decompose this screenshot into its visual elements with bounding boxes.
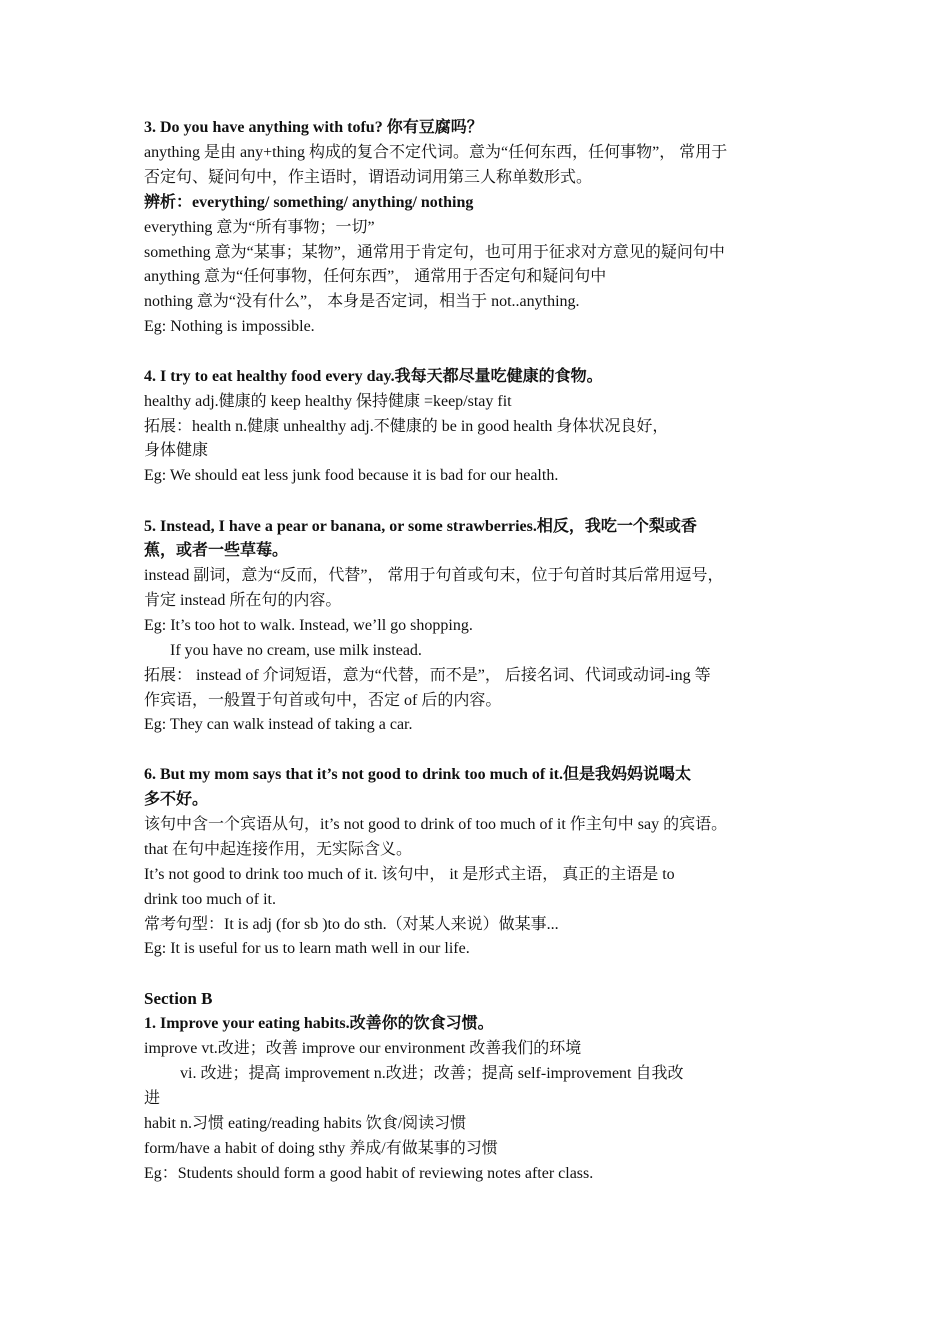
text-line: 拓展： instead of 介词短语，意为“代替，而不是”， 后接名词、代词或动词-ing 等	[144, 667, 711, 684]
heading-point-5-cont: 蕉，或者一些草莓。	[144, 542, 289, 559]
heading-point-3: 3. Do you have anything with tofu? 你有豆腐吗？	[144, 119, 483, 136]
text-line: improve vt.改进；改善 improve our environment 改善我们的环境	[144, 1040, 582, 1057]
example-line: Eg: We should eat less junk food because it is bad for our health.	[144, 467, 559, 484]
text-line: 拓展：health n.健康 unhealthy adj.不健康的 be in good health 身体状况良好，	[144, 418, 669, 435]
text-line: something 意为“某事；某物”，通常用于肯定句，也可用于征求对方意见的疑问句中	[144, 244, 725, 261]
heading-point-5: 5. Instead, I have a pear or banana, or some strawberries.相反，我吃一个梨或香	[144, 518, 697, 535]
subheading-analysis: 辨析：everything/ something/ anything/ nothing	[144, 194, 474, 211]
text-line: drink too much of it.	[144, 891, 276, 908]
text-line: 进	[144, 1090, 161, 1107]
text-line: 作宾语，一般置于句首或句中，否定 of 后的内容。	[144, 692, 502, 709]
text-line: form/have a habit of doing sthy 养成/有做某事的习惯	[144, 1140, 498, 1157]
text-line: instead 副词，意为“反而，代替”， 常用于句首或句末，位于句首时其后常用逗号，	[144, 567, 724, 584]
text-line: 该句中含一个宾语从句，it’s not good to drink of too much of it 作主句中 say 的宾语。	[144, 816, 728, 833]
heading-point-6-cont: 多不好。	[144, 791, 209, 808]
text-line: vi. 改进；提高 improvement n.改进；改善；提高 self-improvement 自我改	[180, 1065, 684, 1082]
heading-point-6: 6. But my mom says that it’s not good to drink too much of it.但是我妈妈说喝太	[144, 766, 691, 783]
heading-point-4: 4. I try to eat healthy food every day.我每天都尽量吃健康的食物。	[144, 368, 603, 385]
text-line: It’s not good to drink too much of it. 该句中， it 是形式主语， 真正的主语是 to	[144, 866, 675, 883]
heading-section-b-1: 1. Improve your eating habits.改善你的饮食习惯。	[144, 1015, 494, 1032]
text-line: 否定句、疑问句中，作主语时，谓语动词用第三人称单数形式。	[144, 169, 593, 186]
text-line: that 在句中起连接作用，无实际含义。	[144, 841, 412, 858]
text-line: nothing 意为“没有什么”， 本身是否定词，相当于 not..anything.	[144, 293, 580, 310]
example-line: Eg: It’s too hot to walk. Instead, we’ll go shopping.	[144, 617, 473, 634]
text-line: everything 意为“所有事物；一切”	[144, 219, 375, 236]
text-line: 身体健康	[144, 442, 209, 459]
example-line: Eg: It is useful for us to learn math well in our life.	[144, 940, 470, 957]
text-line: 常考句型：It is adj (for sb )to do sth.（对某人来说）做某事...	[144, 916, 559, 933]
example-line: If you have no cream, use milk instead.	[170, 642, 422, 659]
text-line: habit n.习惯 eating/reading habits 饮食/阅读习惯	[144, 1115, 467, 1132]
example-line: Eg: They can walk instead of taking a car.	[144, 716, 413, 733]
section-b-title: Section B	[144, 989, 213, 1008]
text-line: healthy adj.健康的 keep healthy 保持健康 =keep/stay fit	[144, 393, 512, 410]
text-line: anything 是由 any+thing 构成的复合不定代词。意为“任何东西，任何事物”， 常用于	[144, 144, 728, 161]
text-line: anything 意为“任何事物，任何东西”， 通常用于否定句和疑问句中	[144, 268, 607, 285]
text-line: 肯定 instead 所在句的内容。	[144, 592, 342, 609]
example-line: Eg：Students should form a good habit of reviewing notes after class.	[144, 1165, 594, 1182]
example-line: Eg: Nothing is impossible.	[144, 318, 315, 335]
